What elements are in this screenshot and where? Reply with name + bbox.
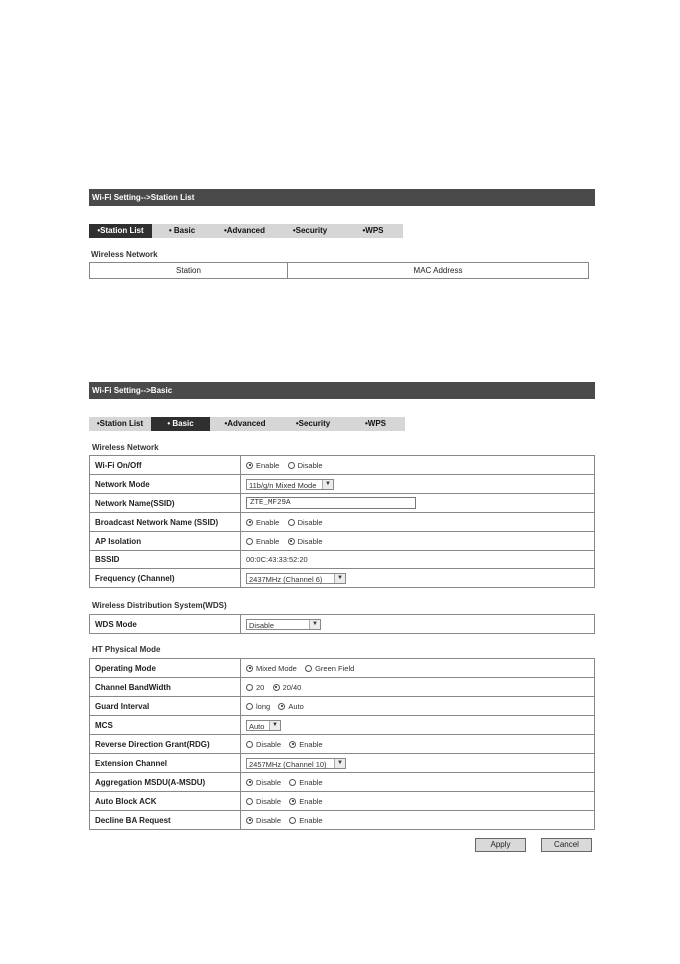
- amsdu-label: Aggregation MSDU(A-MSDU): [90, 773, 241, 792]
- amsdu-disable-radio[interactable]: [246, 779, 253, 786]
- row-rdg: [90, 735, 595, 754]
- page-title-basic: Wi-Fi Setting-->Basic: [89, 382, 595, 399]
- row-guard-interval: [90, 697, 595, 716]
- tab-station-list[interactable]: •Station List: [89, 224, 152, 238]
- broadcast-disable-label: Disable: [297, 517, 323, 527]
- broadcast-ssid-label: Broadcast Network Name (SSID): [90, 513, 241, 532]
- guard-auto-radio[interactable]: [278, 703, 285, 710]
- chevron-down-icon: ▼: [309, 620, 320, 629]
- auto-block-disable-label: Disable: [256, 796, 282, 806]
- wds-mode-value: Disable: [249, 620, 275, 630]
- chevron-down-icon: ▼: [334, 759, 345, 768]
- section-wireless-network: Wireless Network: [91, 250, 158, 259]
- tab-basic[interactable]: • Basic: [151, 417, 210, 431]
- auto-block-disable-radio[interactable]: [246, 798, 253, 805]
- row-ssid: [90, 494, 595, 513]
- auto-block-enable-radio[interactable]: [289, 798, 296, 805]
- row-bssid: [90, 551, 595, 569]
- decline-ba-enable-label: Enable: [299, 815, 323, 825]
- rdg-disable-label: Disable: [256, 739, 282, 749]
- ssid-input[interactable]: ZTE_MF29A: [246, 497, 416, 509]
- section-wds: Wireless Distribution System(WDS): [92, 601, 227, 610]
- tab-security[interactable]: •Security: [292, 226, 328, 235]
- column-header-mac-address: MAC Address: [288, 263, 589, 279]
- guard-long-radio[interactable]: [246, 703, 253, 710]
- ap-isolation-enable-label: Enable: [256, 536, 280, 546]
- page-title: Wi-Fi Setting-->Station List: [89, 189, 595, 206]
- guard-long-label: long: [256, 701, 271, 711]
- mcs-value: Auto: [249, 721, 265, 731]
- row-ap-isolation: [90, 532, 595, 551]
- network-mode-value: 11b/g/n Mixed Mode: [249, 480, 317, 490]
- bandwidth-20-radio[interactable]: [246, 684, 253, 691]
- decline-ba-enable-radio[interactable]: [289, 817, 296, 824]
- rdg-enable-radio[interactable]: [289, 741, 296, 748]
- broadcast-enable-label: Enable: [256, 517, 280, 527]
- apply-button[interactable]: Apply: [475, 838, 526, 852]
- ap-isolation-label: AP Isolation: [90, 532, 241, 551]
- auto-block-ack-label: Auto Block ACK: [90, 792, 241, 811]
- row-channel-bandwidth: [90, 678, 595, 697]
- row-operating-mode: [90, 659, 595, 678]
- guard-auto-label: Auto: [288, 701, 304, 711]
- row-network-mode: [90, 475, 595, 494]
- mcs-select[interactable]: [246, 720, 281, 731]
- tab-wps[interactable]: •WPS: [364, 419, 387, 428]
- row-mcs: [90, 716, 595, 735]
- row-auto-block-ack: [90, 792, 595, 811]
- network-mode-label: Network Mode: [90, 475, 241, 494]
- basic-panel: [89, 382, 595, 399]
- bandwidth-20-40-radio[interactable]: [273, 684, 280, 691]
- station-table: [89, 262, 589, 279]
- extension-channel-value: 2457MHz (Channel 10): [249, 759, 327, 769]
- tab-bar-basic: [89, 417, 405, 431]
- row-decline-ba: [90, 811, 595, 830]
- network-mode-select[interactable]: [246, 479, 334, 490]
- row-frequency: [90, 569, 595, 588]
- wds-table: [89, 614, 595, 634]
- wds-mode-label: WDS Mode: [90, 615, 241, 634]
- frequency-label: Frequency (Channel): [90, 569, 241, 588]
- frequency-select[interactable]: [246, 573, 346, 584]
- mixed-mode-radio[interactable]: [246, 665, 253, 672]
- rdg-enable-label: Enable: [299, 739, 323, 749]
- cancel-button[interactable]: Cancel: [541, 838, 592, 852]
- ap-isolation-disable-radio[interactable]: [288, 538, 295, 545]
- green-field-radio[interactable]: [305, 665, 312, 672]
- row-wifi-onoff: [90, 456, 595, 475]
- decline-ba-disable-radio[interactable]: [246, 817, 253, 824]
- mixed-mode-label: Mixed Mode: [256, 663, 297, 673]
- broadcast-disable-radio[interactable]: [288, 519, 295, 526]
- wifi-disable-label: Disable: [297, 460, 323, 470]
- bssid-label: BSSID: [90, 551, 241, 569]
- rdg-disable-radio[interactable]: [246, 741, 253, 748]
- section-ht-physical-mode: HT Physical Mode: [92, 645, 161, 654]
- tab-wps[interactable]: •WPS: [362, 226, 384, 235]
- chevron-down-icon: ▼: [322, 480, 333, 489]
- wifi-disable-radio[interactable]: [288, 462, 295, 469]
- channel-bandwidth-label: Channel BandWidth: [90, 678, 241, 697]
- chevron-down-icon: ▼: [334, 574, 345, 583]
- tab-advanced[interactable]: •Advanced: [224, 419, 266, 428]
- auto-block-enable-label: Enable: [299, 796, 323, 806]
- tab-bar: [89, 224, 403, 238]
- amsdu-disable-label: Disable: [256, 777, 282, 787]
- decline-ba-disable-label: Disable: [256, 815, 282, 825]
- operating-mode-label: Operating Mode: [90, 659, 241, 678]
- wifi-onoff-label: Wi-Fi On/Off: [90, 456, 241, 475]
- tab-advanced[interactable]: •Advanced: [223, 226, 266, 235]
- green-field-label: Green Field: [315, 663, 355, 673]
- row-extension-channel: [90, 754, 595, 773]
- column-header-station: Station: [90, 263, 288, 279]
- extension-channel-label: Extension Channel: [90, 754, 241, 773]
- ap-isolation-enable-radio[interactable]: [246, 538, 253, 545]
- amsdu-enable-label: Enable: [299, 777, 323, 787]
- broadcast-enable-radio[interactable]: [246, 519, 253, 526]
- row-amsdu: [90, 773, 595, 792]
- decline-ba-label: Decline BA Request: [90, 811, 241, 830]
- ht-physical-table: [89, 658, 595, 830]
- row-broadcast-ssid: [90, 513, 595, 532]
- bandwidth-20-40-label: 20/40: [282, 682, 302, 692]
- ssid-label: Network Name(SSID): [90, 494, 241, 513]
- wifi-enable-radio[interactable]: [246, 462, 253, 469]
- row-wds-mode: [90, 615, 595, 634]
- bandwidth-20-label: 20: [256, 682, 265, 692]
- section-wireless-network: Wireless Network: [92, 443, 159, 452]
- tab-station-list[interactable]: •Station List: [96, 419, 144, 428]
- bssid-value: 00:0C:43:33:52:20: [241, 551, 595, 569]
- mcs-label: MCS: [90, 716, 241, 735]
- guard-interval-label: Guard Interval: [90, 697, 241, 716]
- ap-isolation-disable-label: Disable: [297, 536, 323, 546]
- rdg-label: Reverse Direction Grant(RDG): [90, 735, 241, 754]
- wds-mode-select[interactable]: [246, 619, 321, 630]
- tab-basic[interactable]: • Basic: [168, 226, 196, 235]
- wireless-network-table: [89, 455, 595, 588]
- frequency-value: 2437MHz (Channel 6): [249, 574, 323, 584]
- wifi-enable-label: Enable: [256, 460, 280, 470]
- extension-channel-select[interactable]: [246, 758, 346, 769]
- tab-security[interactable]: •Security: [295, 419, 331, 428]
- amsdu-enable-radio[interactable]: [289, 779, 296, 786]
- station-list-panel: [89, 189, 595, 206]
- chevron-down-icon: ▼: [269, 721, 280, 730]
